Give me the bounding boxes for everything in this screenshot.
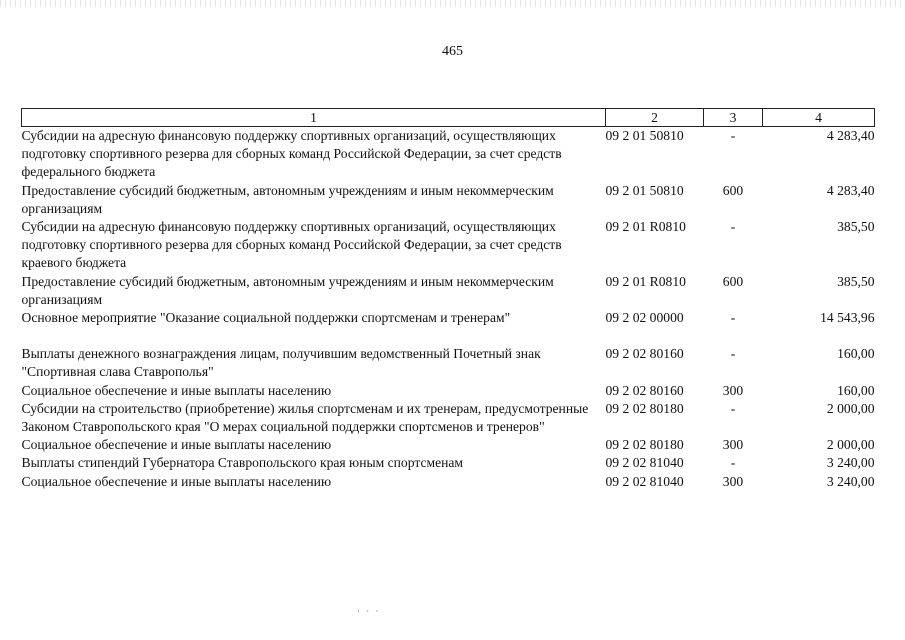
row-expense-type: 600 [722, 182, 744, 198]
page-number: 465 [442, 44, 463, 59]
row-name: Социальное обеспечение и иные выплаты населению [21, 473, 332, 489]
row-name: Предоставление субсидий бюджетным, автономным учреждениям и иным некоммерческим организациям [21, 273, 554, 307]
row-name: Выплаты денежного вознаграждения лицам, получившим ведомственный Почетный знак "Спортивная слава Ставрополья" [21, 346, 541, 380]
row-expense-type: - [730, 128, 736, 143]
row-amount: 4 283,40 [826, 182, 875, 198]
row-code: 09 2 01 R0810 [605, 219, 686, 235]
row-code: 09 2 01 50810 [605, 128, 684, 143]
row-name: Субсидии на адресную финансовую поддержку спортивных организаций, осуществляющих подготовку спортивного резерва для сборных команд Российской Федерации, за счет средств федерального бюджета [21, 128, 562, 180]
header-row [22, 109, 875, 127]
spacer-row [22, 327, 875, 345]
table-row [22, 273, 875, 309]
table-row [22, 454, 875, 472]
row-amount: 2 000,00 [826, 437, 875, 453]
table-row [22, 473, 875, 491]
table-row [22, 309, 875, 327]
row-expense-type: 300 [722, 437, 744, 453]
table-row [22, 218, 875, 273]
row-amount: 2 000,00 [826, 400, 875, 416]
table-row [22, 400, 875, 436]
row-expense-type: - [730, 310, 736, 326]
row-expense-type: 300 [722, 473, 744, 489]
scan-top-edge [0, 0, 905, 7]
row-amount: 160,00 [837, 346, 875, 362]
row-code: 09 2 01 R0810 [605, 273, 686, 289]
row-name: Основное мероприятие "Оказание социальной поддержки спортсменам и тренерам" [21, 310, 511, 326]
row-amount: 160,00 [837, 382, 875, 398]
row-code: 09 2 02 00000 [605, 310, 684, 326]
row-expense-type: - [730, 346, 736, 362]
row-amount: 385,50 [837, 273, 875, 289]
row-expense-type: - [730, 400, 736, 416]
row-amount: 385,50 [837, 219, 875, 235]
table-header [22, 109, 875, 127]
table-row [22, 382, 875, 400]
row-expense-type: 300 [722, 382, 744, 398]
scan-artifact: · · · [357, 606, 381, 616]
row-code: 09 2 02 80180 [605, 400, 684, 416]
row-code: 09 2 02 81040 [605, 473, 684, 489]
row-code: 09 2 01 50810 [605, 182, 684, 198]
row-name: Предоставление субсидий бюджетным, автономным учреждениям и иным некоммерческим организациям [21, 182, 554, 216]
row-code: 09 2 02 80180 [605, 437, 684, 453]
column-header-4: 4 [763, 109, 875, 127]
row-name: Субсидии на адресную финансовую поддержку спортивных организаций, осуществляющих подготовку спортивного резерва для сборных команд Российской Федерации, за счет средств краевого бюджета [21, 219, 562, 271]
row-code: 09 2 02 80160 [605, 382, 684, 398]
row-code: 09 2 02 80160 [605, 346, 684, 362]
column-header-1: 1 [22, 109, 606, 127]
row-expense-type: - [730, 455, 736, 471]
spacer-cell [22, 327, 875, 345]
row-amount: 14 543,96 [820, 310, 875, 326]
row-expense-type: 600 [722, 273, 744, 289]
row-name: Выплаты стипендий Губернатора Ставропольского края юным спортсменам [21, 455, 464, 471]
column-header-3: 3 [704, 109, 763, 127]
row-amount: 3 240,00 [826, 455, 875, 471]
table-row [22, 127, 875, 182]
table-row [22, 182, 875, 218]
table-body [22, 127, 875, 491]
row-amount: 4 283,40 [826, 128, 875, 143]
row-expense-type: - [730, 219, 736, 235]
table-row [22, 436, 875, 454]
row-name: Социальное обеспечение и иные выплаты населению [21, 382, 332, 398]
budget-table [21, 108, 875, 491]
row-name: Субсидии на строительство (приобретение) жилья спортсменам и их тренерам, предусмотренные Законом Ставропольского края "О мерах социальной поддержки спортсменов и тренеров" [21, 400, 589, 435]
row-name: Социальное обеспечение и иные выплаты населению [21, 437, 332, 453]
row-amount: 3 240,00 [826, 473, 875, 489]
row-code: 09 2 02 81040 [605, 455, 684, 471]
table-row [22, 345, 875, 381]
column-header-2: 2 [606, 109, 704, 127]
